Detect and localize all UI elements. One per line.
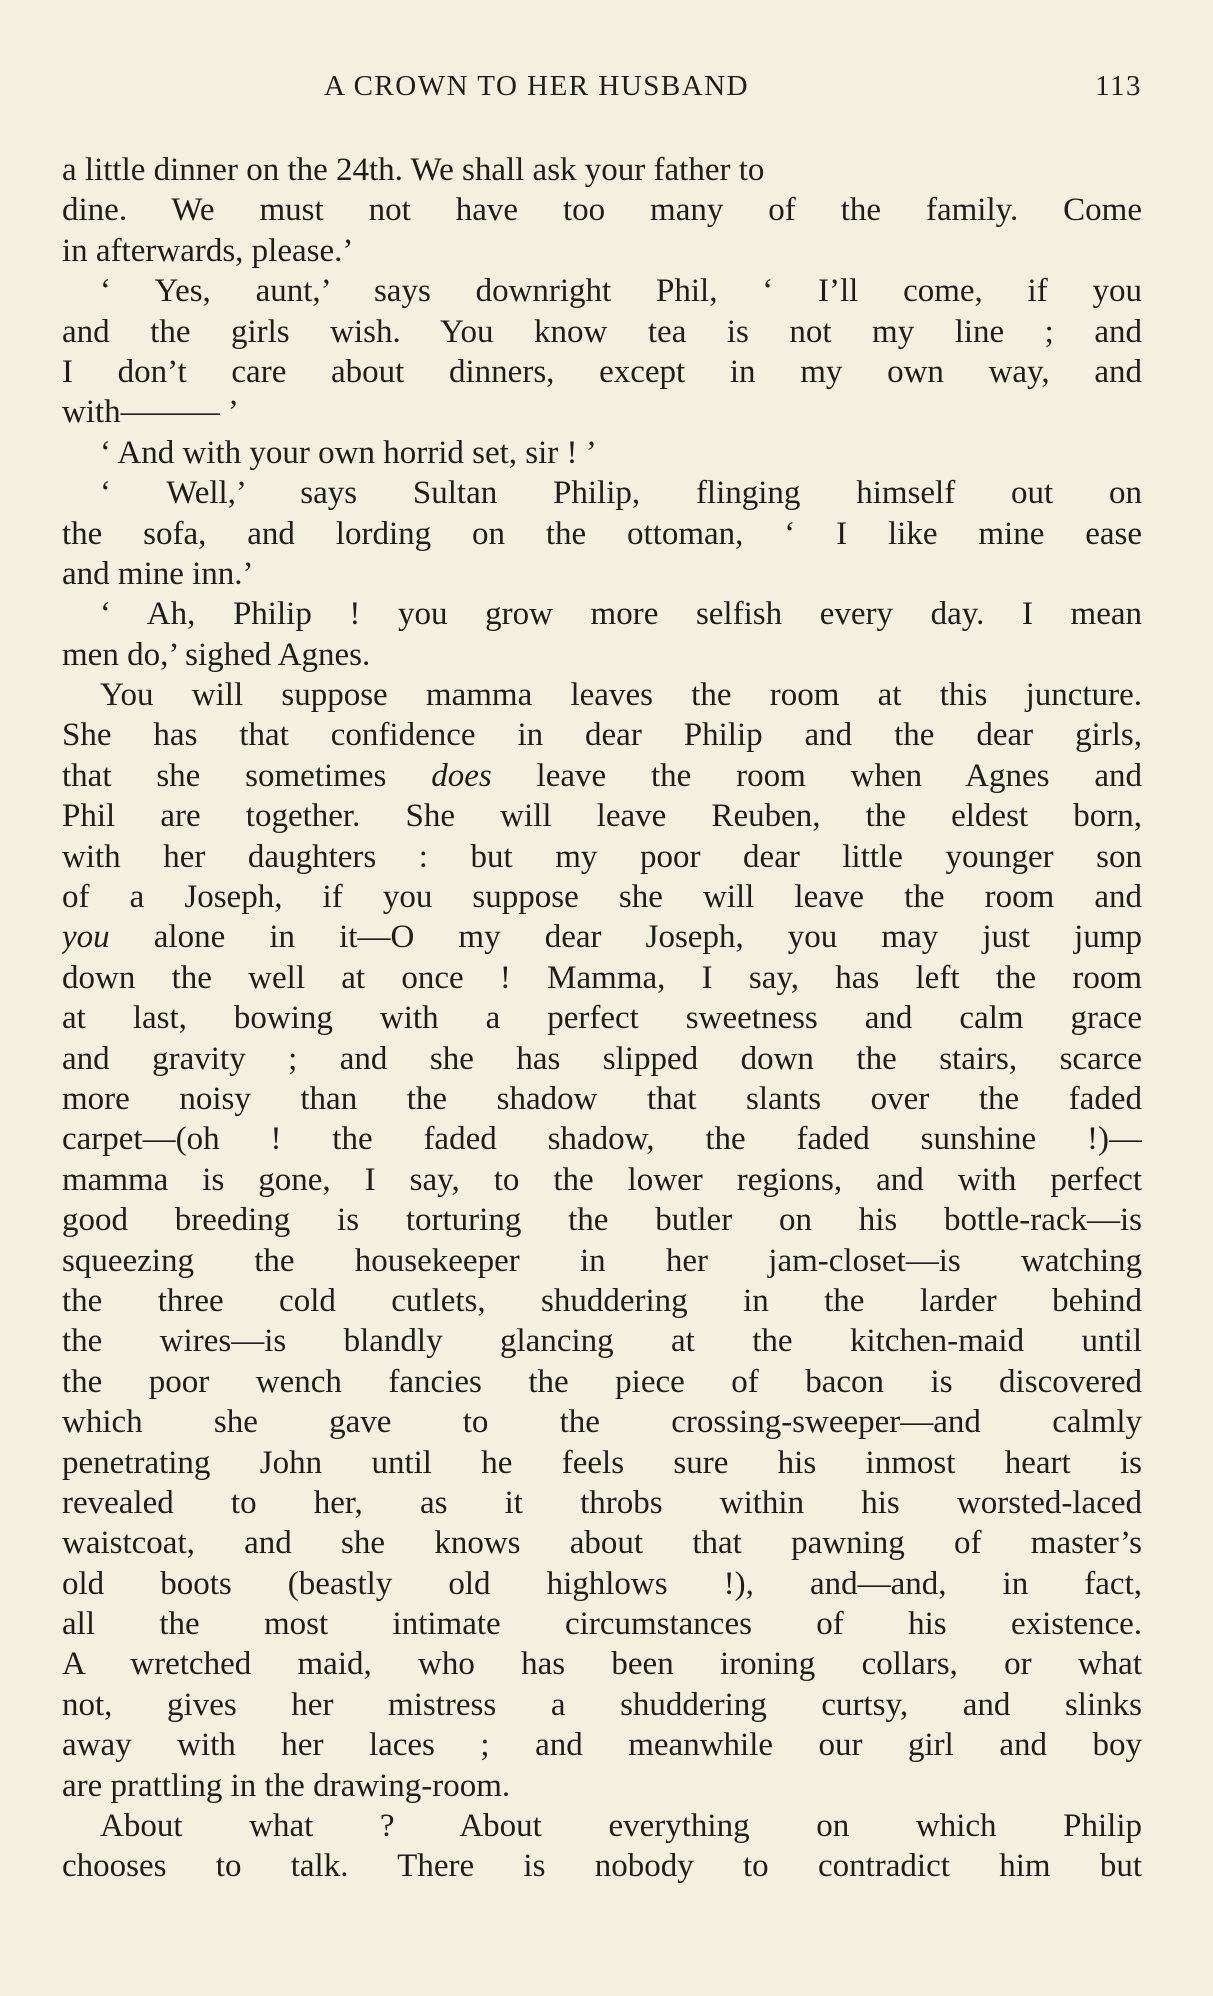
text-run: alone in it—O my dear Joseph, you may just jump: [109, 919, 1142, 956]
text-line: men do,’ sighed Agnes.: [62, 636, 371, 673]
text-line: in afterwards, please.’: [62, 232, 354, 269]
body-text: [62, 150, 1142, 1887]
text-line: dine. We must not have too many of the family. Come: [62, 192, 1142, 229]
text-line: About what ? About everything on which Philip: [100, 1808, 1142, 1845]
text-line: chooses to talk. There is nobody to contradict him but: [62, 1848, 1142, 1885]
text-line: Phil are together. She will leave Reuben, the eldest born,: [62, 798, 1142, 835]
text-line: ‘ And with your own horrid set, sir ! ’: [100, 434, 597, 471]
text-line: [62, 756, 1142, 796]
text-line: I don’t care about dinners, except in my own way, and: [62, 353, 1142, 390]
text-line: the sofa, and lording on the ottoman, ‘ I like mine ease: [62, 515, 1142, 552]
text-line: and the girls wish. You know tea is not my line ; and: [62, 313, 1142, 350]
text-line: at last, bowing with a perfect sweetness and calm grace: [62, 1000, 1142, 1037]
text-line: the poor wench fancies the piece of bacon is discovered: [62, 1363, 1142, 1400]
text-line: old boots (beastly old highlows !), and—and, in fact,: [62, 1565, 1142, 1602]
text-line: revealed to her, as it throbs within his worsted-laced: [62, 1484, 1142, 1521]
text-line: penetrating John until he feels sure his inmost heart is: [62, 1444, 1142, 1481]
text-line: [62, 917, 1142, 957]
text-run: leave the room when Agnes and: [491, 757, 1142, 794]
text-line: You will suppose mamma leaves the room at this juncture.: [100, 677, 1142, 714]
text-line: ‘ Ah, Philip ! you grow more selfish every day. I mean: [100, 596, 1142, 633]
text-line: the three cold cutlets, shuddering in the larder behind: [62, 1282, 1142, 1319]
text-line: and mine inn.’: [62, 555, 254, 592]
text-line: ‘ Well,’ says Sultan Philip, flinging himself out on: [100, 475, 1142, 512]
text-line: away with her laces ; and meanwhile our girl and boy: [62, 1727, 1142, 1764]
text-line: the wires—is blandly glancing at the kitchen-maid until: [62, 1323, 1142, 1360]
text-line: waistcoat, and she knows about that pawning of master’s: [62, 1525, 1142, 1562]
text-line: of a Joseph, if you suppose she will leave the room and: [62, 879, 1142, 916]
text-line: which she gave to the crossing-sweeper—and calmly: [62, 1404, 1142, 1441]
text-line: are prattling in the drawing-room.: [62, 1767, 511, 1804]
text-line: carpet—(oh ! the faded shadow, the faded sunshine !)—: [62, 1121, 1142, 1158]
text-line: not, gives her mistress a shuddering curtsy, and slinks: [62, 1686, 1142, 1723]
text-run: that she sometimes: [62, 757, 432, 794]
page-number: 113: [1095, 70, 1142, 102]
text-line: and gravity ; and she has slipped down the stairs, scarce: [62, 1040, 1142, 1077]
text-line: good breeding is torturing the butler on his bottle-rack—is: [62, 1202, 1142, 1239]
text-line: more noisy than the shadow that slants over the faded: [62, 1080, 1142, 1117]
text-line: with her daughters : but my poor dear little younger son: [62, 838, 1142, 875]
text-line: mamma is gone, I say, to the lower regions, and with perfect: [62, 1161, 1142, 1198]
running-title: A CROWN TO HER HUSBAND: [324, 70, 750, 102]
text-line: a little dinner on the 24th. We shall ask your father to: [62, 152, 765, 188]
italic-word: does: [431, 757, 492, 794]
text-line: with——— ’: [62, 394, 239, 431]
text-line: down the well at once ! Mamma, I say, has left the room: [62, 959, 1142, 996]
text-line: She has that confidence in dear Philip and the dear girls,: [62, 717, 1142, 754]
text-line: squeezing the housekeeper in her jam-closet—is watching: [62, 1242, 1142, 1279]
text-line: A wretched maid, who has been ironing collars, or what: [62, 1646, 1142, 1683]
text-line: all the most intimate circumstances of his existence.: [62, 1606, 1142, 1643]
italic-word: you: [62, 919, 110, 956]
text-line: ‘ Yes, aunt,’ says downright Phil, ‘ I’ll come, if you: [100, 273, 1142, 310]
running-head: [62, 70, 1142, 120]
